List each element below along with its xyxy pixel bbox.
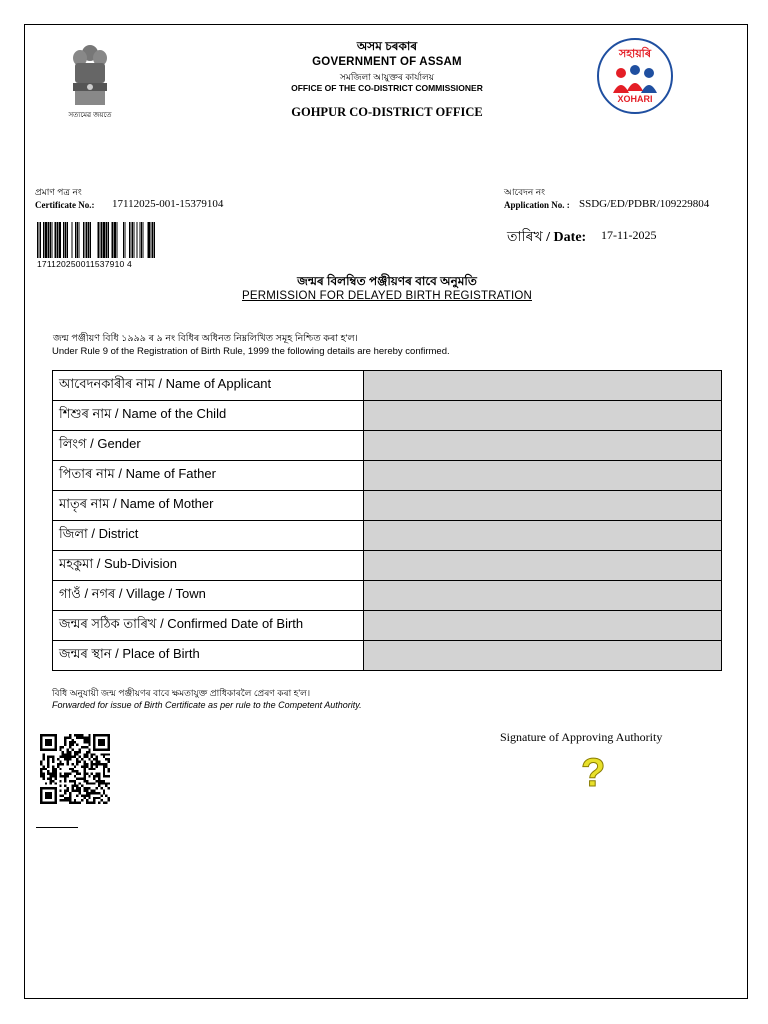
field-label-english: / Name of Father xyxy=(118,466,216,481)
field-label-assamese: পিতাৰ নাম xyxy=(59,466,119,481)
application-number: SSDG/ED/PDBR/109229804 xyxy=(579,198,710,210)
date-label xyxy=(507,225,586,249)
field-label xyxy=(53,611,364,641)
header-government: GOVERNMENT OF ASSAM xyxy=(312,56,462,68)
date-label-english: / Date: xyxy=(546,230,587,245)
field-label-assamese: জিলা / xyxy=(59,526,99,541)
document-title: PERMISSION FOR DELAYED BIRTH REGISTRATION xyxy=(242,290,532,302)
details-row xyxy=(53,641,722,671)
field-label xyxy=(53,551,364,581)
signature-label: Signature of Approving Authority xyxy=(500,730,663,744)
field-label-english: / Name of the Child xyxy=(114,406,227,421)
field-label-english: / Village / Town xyxy=(118,586,206,601)
details-row xyxy=(53,431,722,461)
details-row xyxy=(53,461,722,491)
details-row xyxy=(53,551,722,581)
details-table xyxy=(52,370,722,671)
field-label xyxy=(53,521,364,551)
barcode-icon xyxy=(37,222,157,258)
field-label-assamese: জন্মৰ স্থান xyxy=(59,646,116,661)
field-label-english: / Confirmed Date of Birth xyxy=(160,616,304,631)
field-value xyxy=(364,401,722,431)
field-value xyxy=(364,371,722,401)
field-label-assamese: মাতৃৰ নাম xyxy=(59,496,114,511)
certificate-label: Certificate No.: xyxy=(35,200,95,210)
field-label-assamese: আবেদনকাৰীৰ নাম xyxy=(59,376,159,391)
co-district-office-title: GOHPUR CO-DISTRICT OFFICE xyxy=(291,105,483,119)
svg-text:XOHARI: XOHARI xyxy=(617,94,653,104)
certificate-label-assamese: প্ৰমাণ পত্ৰ নং xyxy=(35,187,82,197)
details-row xyxy=(53,371,722,401)
field-label xyxy=(53,401,364,431)
qr-code-icon xyxy=(39,734,111,804)
field-label-assamese: জন্মৰ সঠিক তাৰিখ xyxy=(59,616,161,631)
xohari-logo-icon xyxy=(596,37,674,115)
field-value xyxy=(364,491,722,521)
signature-unverified-icon: ? xyxy=(581,751,606,795)
date-value: 17-11-2025 xyxy=(601,228,657,242)
field-label-english: District xyxy=(98,526,139,541)
field-label xyxy=(53,371,364,401)
field-label-english: / Name of Mother xyxy=(113,496,214,511)
document-title-assamese: জন্মৰ বিলম্বিত পঞ্জীয়ণৰ বাবে অনুমতি xyxy=(297,274,477,288)
field-value xyxy=(364,431,722,461)
field-value xyxy=(364,551,722,581)
field-label xyxy=(53,431,364,461)
details-row xyxy=(53,401,722,431)
details-row xyxy=(53,581,722,611)
intro-assamese: জন্ম পঞ্জীয়ণ বিধি ১৯৯৯ ৰ ৯ নং বিধিৰ অধিনত নিম্নলিখিত সমূহ নিশ্চিত কৰা হ'ল। xyxy=(53,333,358,344)
date-label-assamese: তাৰিখ xyxy=(507,230,543,245)
field-label-english: Gender xyxy=(97,436,141,451)
field-label-english: / Name of Applicant xyxy=(158,376,272,391)
details-row xyxy=(53,521,722,551)
forward-note: Forwarded for issue of Birth Certificate as per rule to the Competent Authority. xyxy=(52,700,362,710)
field-label-assamese: লিংগ / xyxy=(59,436,98,451)
field-value xyxy=(364,521,722,551)
field-label-assamese: মহকুমা xyxy=(59,556,97,571)
certificate-number: 17112025-001-15379104 xyxy=(112,198,224,210)
field-value xyxy=(364,581,722,611)
emblem-motto: সত্যমেৱ জয়তে xyxy=(68,112,112,119)
field-value xyxy=(364,461,722,491)
svg-text:সহায়ৰি: সহায়ৰি xyxy=(618,47,652,60)
certificate-page xyxy=(24,24,748,999)
header-title-assamese: অসম চৰকাৰ xyxy=(356,39,418,53)
barcode-number: 171120250011537910 4 xyxy=(37,259,132,269)
field-label-english: / Place of Birth xyxy=(115,646,200,661)
field-label-english: / Sub-Division xyxy=(96,556,177,571)
details-row xyxy=(53,491,722,521)
field-label-assamese: শিশুৰ নাম xyxy=(59,406,115,421)
field-label xyxy=(53,491,364,521)
divider-line xyxy=(36,827,78,828)
header-sub-assamese: সমজিলা আয়ুক্তৰ কাৰ্যালয় xyxy=(339,72,435,82)
field-value xyxy=(364,641,722,671)
field-label xyxy=(53,641,364,671)
field-label-assamese: গাওঁ / নগৰ xyxy=(59,586,119,601)
intro-text: Under Rule 9 of the Registration of Birth Rule, 1999 the following details are hereby confirmed. xyxy=(52,346,450,357)
field-label xyxy=(53,461,364,491)
forward-note-assamese: বিধি অনুযায়ী জন্ম পঞ্জীয়ণৰ বাবে ক্ষমতাযুক্ত প্ৰাধিকাৰলৈ প্ৰেৰণ কৰা হ'ল। xyxy=(52,688,311,698)
application-label-assamese: আবেদন নং xyxy=(504,187,545,197)
field-value xyxy=(364,611,722,641)
details-row xyxy=(53,611,722,641)
application-label: Application No. : xyxy=(504,200,570,210)
field-label xyxy=(53,581,364,611)
header-office: OFFICE OF THE CO-DISTRICT COMMISSIONER xyxy=(291,83,483,93)
